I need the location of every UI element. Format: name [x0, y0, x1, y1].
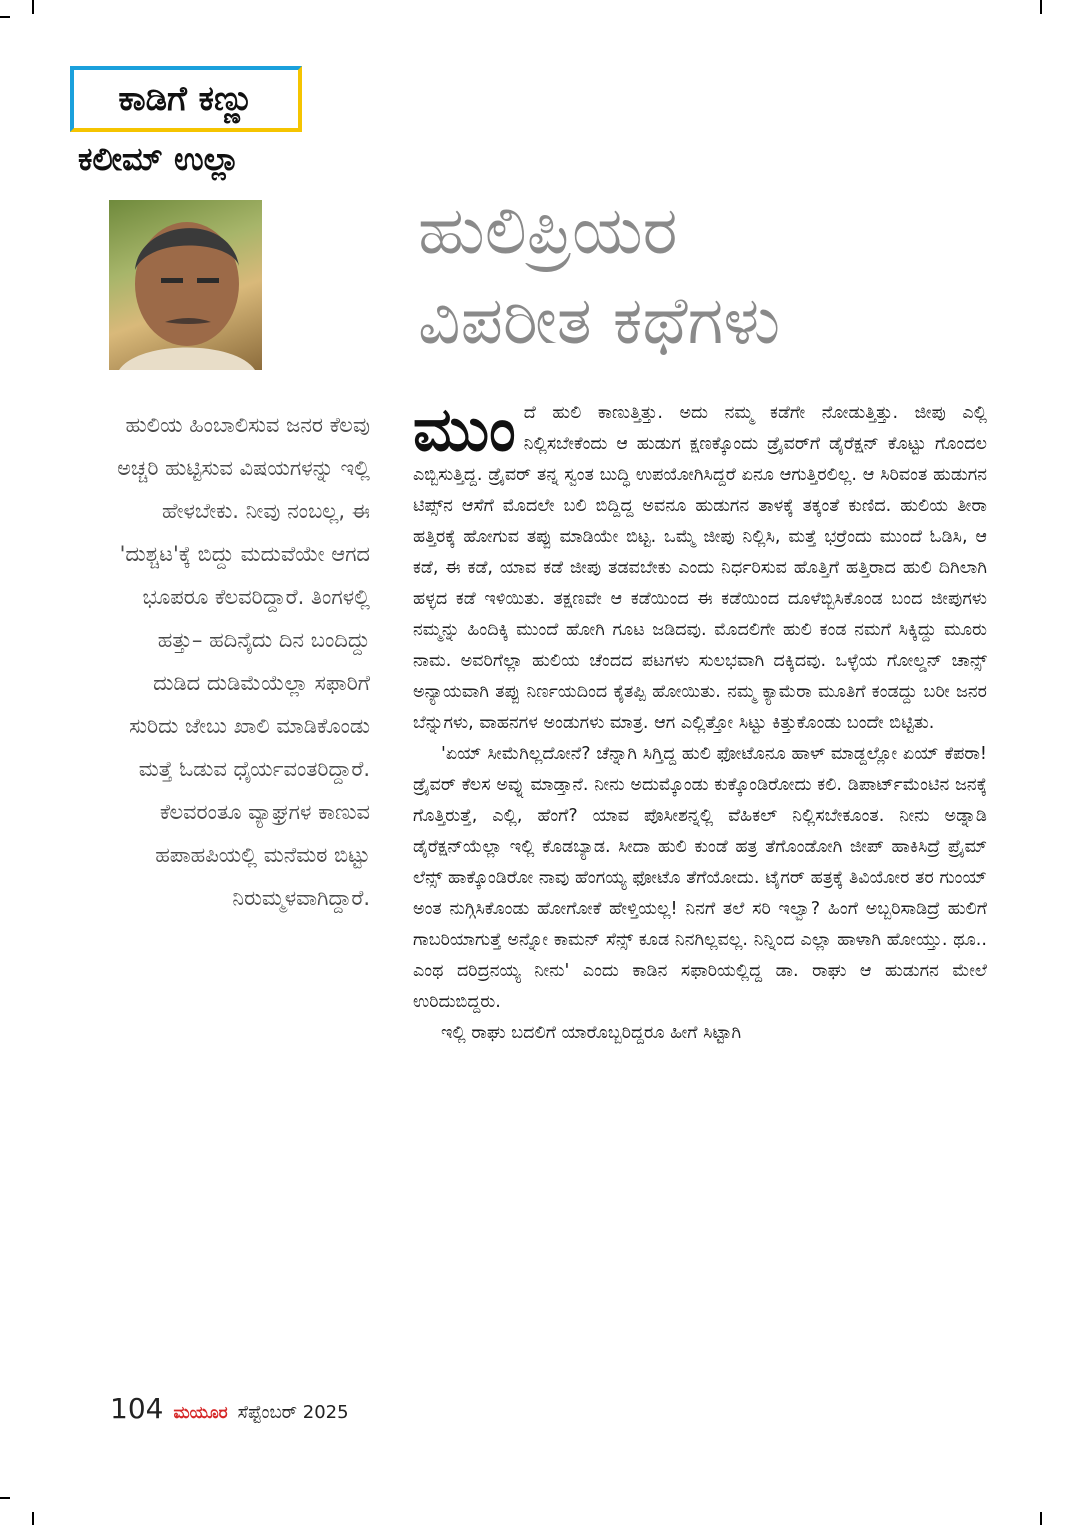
body-paragraph-1	[413, 395, 987, 739]
page-number: 104	[110, 1392, 164, 1425]
author-photo	[109, 200, 262, 370]
body-paragraph-1-text: ದೆ ಹುಲಿ ಕಾಣುತ್ತಿತ್ತು. ಅದು ನಮ್ಮ ಕಡೆಗೇ ನೋಡುತ್ತಿತ್ತು. ಜೀಪು ಎಲ್ಲಿ ನಿಲ್ಲಿಸಬೇಕೆಂದು ಆ ಹುಡುಗ ಕ್ಷಣಕ್ಕೊಂದು ಡ್ರೈವರ್‌ಗೆ ಡೈರೆಕ್ಷನ್ ಕೊಟ್ಟು ಗೊಂದಲ ಎಬ್ಬಿಸುತ್ತಿದ್ದ. ಡ್ರೈವರ್ ತನ್ನ ಸ್ವಂತ ಬುದ್ಧಿ ಉಪಯೋಗಿಸಿದ್ದರೆ ಏನೂ ಆಗುತ್ತಿರಲಿಲ್ಲ. ಆ ಸಿರಿವಂತ ಹುಡುಗನ ಟಿಪ್ಸ್‌ನ ಆಸೆಗೆ ಮೊದಲೇ ಬಲಿ ಬಿದ್ದಿದ್ದ ಅವನೂ ಹುಡುಗನ ತಾಳಕ್ಕೆ ತಕ್ಕಂತೆ ಕುಣಿದ. ಹುಲಿಯ ತೀರಾ ಹತ್ತಿರಕ್ಕೆ ಹೋಗುವ ತಪ್ಪು ಮಾಡಿಯೇ ಬಿಟ್ಟ. ಒಮ್ಮೆ ಜೀಪು ನಿಲ್ಲಿಸಿ, ಮತ್ತೆ ಭರ್ರೆಂದು ಮುಂದೆ ಓಡಿಸಿ, ಆ ಕಡೆ, ಈ ಕಡೆ, ಯಾವ ಕಡೆ ಜೀಪು ತಡವಬೇಕು ಎಂದು ನಿರ್ಧರಿಸುವ ಹೊತ್ತಿಗೆ ಹತ್ತಿರಾದ ಹುಲಿ ದಿಗಿಲಾಗಿ ಹಳ್ಳದ ಕಡೆ ಇಳಿಯಿತು. ತಕ್ಷಣವೇ ಆ ಕಡೆಯಿಂದ ಈ ಕಡೆಯಿಂದ ದೂಳೆಬ್ಬಿಸಿಕೊಂಡ ಬಂದ ಜೀಪುಗಳು ನಮ್ಮನ್ನು ಹಿಂದಿಕ್ಕಿ ಮುಂದೆ ಹೋಗಿ ಗೂಟ ಜಡಿದವು. ಮೊದಲಿಗೇ ಹುಲಿ ಕಂಡ ನಮಗೆ ಸಿಕ್ಕಿದ್ದು ಮೂರು ನಾಮ. ಅವರಿಗೆಲ್ಲಾ ಹುಲಿಯ ಚೆಂದದ ಪಟಗಳು ಸುಲಭವಾಗಿ ದಕ್ಕಿದವು. ಒಳ್ಳೆಯ ಗೋಲ್ಡನ್ ಚಾನ್ಸ್ ಅನ್ಯಾಯವಾಗಿ ತಪ್ಪು ನಿರ್ಣಯದಿಂದ ಕೈತಪ್ಪಿ ಹೋಯಿತು. ನಮ್ಮ ಕ್ಯಾಮೆರಾ ಮೂತಿಗೆ ಕಂಡದ್ದು ಬರೀ ಜನರ ಬೆನ್ನುಗಳು, ವಾಹನಗಳ ಅಂಡುಗಳು ಮಾತ್ರ. ಆಗ ಎಲ್ಲಿತ್ತೋ ಸಿಟ್ಟು ಕಿತ್ತುಕೊಂಡು ಬಂದೇ ಬಿಟ್ಟಿತು.	[413, 403, 987, 733]
article-body	[413, 395, 987, 1049]
pull-quote	[108, 404, 370, 920]
article-headline	[418, 186, 1038, 366]
column-label: ಕಾಡಿಗೆ ಕಣ್ಣು	[70, 66, 302, 132]
crop-mark-top-left-h	[0, 16, 10, 18]
author-name: ಕಲೀಮ್ ಉಲ್ಲಾ	[78, 140, 240, 178]
headline-line-2: ವಿಪರೀತ ಕಥೆಗಳು	[418, 281, 781, 359]
page-footer	[110, 1392, 349, 1425]
author-portrait-image	[109, 200, 262, 370]
body-paragraph-3: ಇಲ್ಲಿ ರಾಘು ಬದಲಿಗೆ ಯಾರೊಬ್ಬರಿದ್ದರೂ ಹೀಗೆ ಸಿಟ್ಟಾಗಿ	[441, 1023, 742, 1043]
crop-mark-top-right	[1040, 0, 1042, 14]
headline-line-1: ಹುಲಿಪ್ರಿಯರ	[418, 192, 678, 269]
crop-mark-bottom-right	[1040, 1512, 1042, 1525]
body-paragraph-2: 'ಏಯ್ ಸೀಮೆಗಿಲ್ಲದೋನೆ? ಚೆನ್ನಾಗಿ ಸಿಗ್ತಿದ್ದ ಹುಲಿ ಫೋಟೊನೂ ಹಾಳ್ ಮಾಡ್ದಲ್ಲೋ ಏಯ್ ಕೆಪರಾ! ಡ್ರೈವರ್ ಕೆಲಸ ಅವ್ನು ಮಾಡ್ತಾನೆ. ನೀನು ಅದುಮ್ಕೊಂಡು ಕುಕ್ಕೊಂಡಿರೋದು ಕಲಿ. ಡಿಪಾರ್ಟ್‌ಮೆಂಟಿನ ಜನಕ್ಕೆ ಗೊತ್ತಿರುತ್ತೆ, ಎಲ್ಲಿ, ಹೆಂಗೆ? ಯಾವ ಪೊಸೀಶನ್ನಲ್ಲಿ ವೆಹಿಕಲ್ ನಿಲ್ಲಿಸಬೇಕೂಂತ. ನೀನು ಅಡ್ನಾಡಿ ಡೈರೆಕ್ಷನ್‌ಯೆಲ್ಲಾ ಇಲ್ಲಿ ಕೊಡಬ್ಯಾಡ. ಸೀದಾ ಹುಲಿ ಕುಂಡೆ ಹತ್ರ ತೆಗೊಂಡೋಗಿ ಜೀಪ್ ಹಾಕಿಸಿದ್ರೆ ಪ್ರೈಮ್ ಲೆನ್ಸ್ ಹಾಕ್ಕೊಂಡಿರೋ ನಾವು ಹೆಂಗಯ್ಯ ಫೋಟೊ ತೆಗೆಯೋದು. ಟೈಗರ್ ಹತ್ರಕ್ಕೆ ತಿವಿಯೋರ ತರ ಗುಂಯ್ ಅಂತ ನುಗ್ಗಿಸಿಕೊಂಡು ಹೋಗೋಕೆ ಹೇಳ್ತಿಯಲ್ಲ! ನಿನಗೆ ತಲೆ ಸರಿ ಇಲ್ವಾ? ಹಿಂಗೆ ಅಬ್ಬರಿಸಾಡಿದ್ರೆ ಹುಲಿಗೆ ಗಾಬರಿಯಾಗುತ್ತೆ ಅನ್ನೋ ಕಾಮನ್ ಸೆನ್ಸ್ ಕೂಡ ನಿನಗಿಲ್ಲವಲ್ಲ. ನಿನ್ನಿಂದ ಎಲ್ಲಾ ಹಾಳಾಗಿ ಹೋಯ್ತು. ಥೂ.. ಎಂಥ ದರಿದ್ರನಯ್ಯ ನೀನು' ಎಂದು ಕಾಡಿನ ಸಫಾರಿಯಲ್ಲಿದ್ದ ಡಾ. ರಾಘು ಆ ಹುಡುಗನ ಮೇಲೆ ಉರಿದುಬಿದ್ದರು.	[413, 744, 987, 1012]
pull-quote-text: ಹುಲಿಯ ಹಿಂಬಾಲಿಸುವ ಜನರ ಕೆಲವು ಅಚ್ಚರಿ ಹುಟ್ಟಿಸುವ ವಿಷಯಗಳನ್ನು ಇಲ್ಲಿ ಹೇಳಬೇಕು. ನೀವು ನಂಬಲ್ಲ, ಈ 'ದುಶ್ಚಟ'ಕ್ಕೆ ಬಿದ್ದು ಮದುವೆಯೇ ಆಗದ ಭೂಪರೂ ಕೆಲವರಿದ್ದಾರೆ. ತಿಂಗಳಲ್ಲಿ ಹತ್ತು– ಹದಿನೈದು ದಿನ ಬಂದಿದ್ದು ದುಡಿದ ದುಡಿಮೆಯೆಲ್ಲಾ ಸಫಾರಿಗೆ ಸುರಿದು ಜೇಬು ಖಾಲಿ ಮಾಡಿಕೊಂಡು ಮತ್ತೆ ಓಡುವ ಧೈರ್ಯವಂತರಿದ್ದಾರೆ. ಕೆಲವರಂತೂ ವ್ಯಾಘ್ರಗಳ ಕಾಣುವ ಹಪಾಹಪಿಯಲ್ಲಿ ಮನೆಮಠ ಬಿಟ್ಟು ನಿರುಮ್ಮಳವಾಗಿದ್ದಾರೆ.	[117, 413, 370, 910]
magazine-logo: ಮಯೂರ	[173, 1403, 228, 1423]
issue-date: ಸೆಪ್ಟೆಂಬರ್ 2025	[237, 1402, 349, 1423]
drop-cap: ಮುಂ	[413, 395, 516, 465]
crop-mark-top-left	[32, 0, 34, 14]
crop-mark-bottom-left	[32, 1512, 34, 1525]
crop-mark-bottom-left-h	[0, 1497, 10, 1499]
